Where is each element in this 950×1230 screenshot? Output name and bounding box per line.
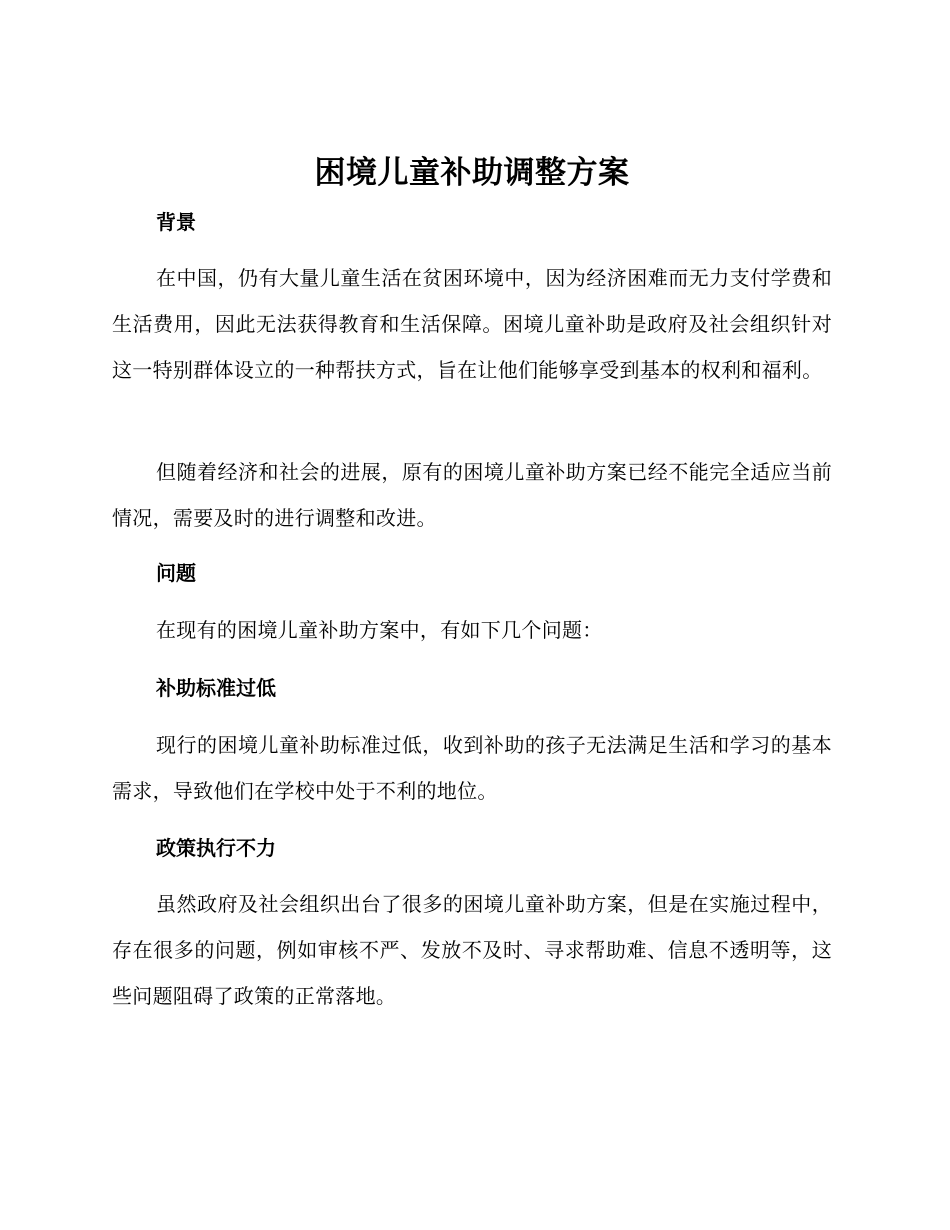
background-paragraph-2: 但随着经济和社会的进展，原有的困境儿童补助方案已经不能完全适应当前情况，需要及时的进行调整和改进。 bbox=[112, 460, 832, 530]
background-paragraph-1: 在中国，仍有大量儿童生活在贫困环境中，因为经济困难而无力支付学费和生活费用，因此无法获得教育和生活保障。困境儿童补助是政府及社会组织针对这一特别群体设立的一种帮扶方式，旨在让他们能够享受到基本的权利和福利。 bbox=[112, 266, 832, 382]
document-title: 困境儿童补助调整方案 bbox=[314, 155, 630, 191]
section-heading-issues: 问题 bbox=[156, 561, 196, 585]
issues-intro-paragraph: 在现有的困境儿童补助方案中，有如下几个问题： bbox=[156, 618, 603, 642]
issue-heading-poor-execution: 政策执行不力 bbox=[156, 836, 276, 860]
issue-paragraph-poor-execution: 虽然政府及社会组织出台了很多的困境儿童补助方案，但是在实施过程中，存在很多的问题，例如审核不严、发放不及时、寻求帮助难、信息不透明等，这些问题阻碍了政策的正常落地。 bbox=[112, 892, 832, 1008]
issue-heading-low-standard: 补助标准过低 bbox=[156, 676, 276, 700]
section-heading-background: 背景 bbox=[156, 210, 196, 234]
issue-paragraph-low-standard: 现行的困境儿童补助标准过低，收到补助的孩子无法满足生活和学习的基本需求，导致他们在学校中处于不利的地位。 bbox=[112, 733, 832, 803]
